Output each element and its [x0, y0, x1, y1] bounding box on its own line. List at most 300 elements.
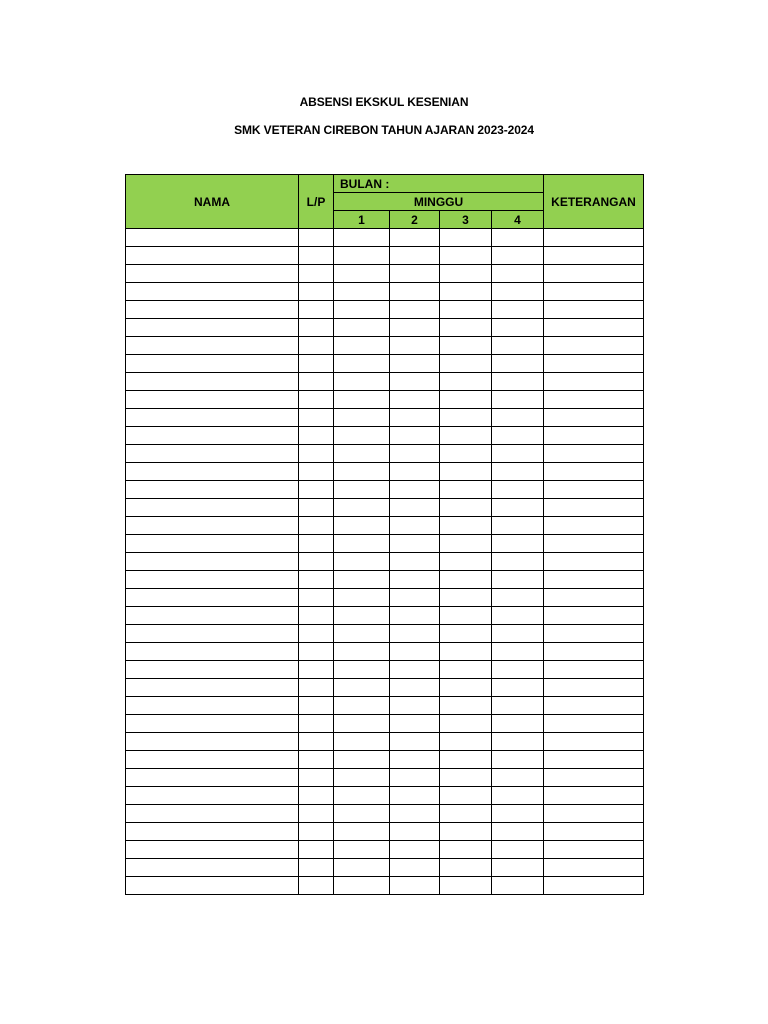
week-2-cell[interactable] — [390, 427, 440, 445]
lp-cell[interactable] — [299, 283, 334, 301]
lp-cell[interactable] — [299, 463, 334, 481]
week-3-cell[interactable] — [440, 373, 492, 391]
week-1-cell[interactable] — [334, 769, 390, 787]
lp-cell[interactable] — [299, 805, 334, 823]
week-4-cell[interactable] — [492, 373, 544, 391]
week-1-cell[interactable] — [334, 265, 390, 283]
table-row — [126, 859, 644, 877]
week-2-cell[interactable] — [390, 805, 440, 823]
week-1-cell[interactable] — [334, 733, 390, 751]
nama-cell[interactable] — [126, 877, 299, 895]
week-1-cell[interactable] — [334, 661, 390, 679]
nama-cell[interactable] — [126, 409, 299, 427]
table-row — [126, 625, 644, 643]
week-3-cell[interactable] — [440, 751, 492, 769]
week-3-cell[interactable] — [440, 877, 492, 895]
week-3-cell[interactable] — [440, 319, 492, 337]
nama-cell[interactable] — [126, 463, 299, 481]
week-1-cell[interactable] — [334, 229, 390, 247]
week-3-cell[interactable] — [440, 355, 492, 373]
week-4-cell[interactable] — [492, 463, 544, 481]
week-1-cell[interactable] — [334, 607, 390, 625]
table-row — [126, 553, 644, 571]
nama-cell[interactable] — [126, 805, 299, 823]
week-2-cell[interactable] — [390, 283, 440, 301]
table-row — [126, 355, 644, 373]
week-4-cell[interactable] — [492, 697, 544, 715]
nama-cell[interactable] — [126, 841, 299, 859]
week-1-cell[interactable] — [334, 373, 390, 391]
week-2-cell[interactable] — [390, 571, 440, 589]
lp-cell[interactable] — [299, 391, 334, 409]
week-4-cell[interactable] — [492, 337, 544, 355]
week-3-cell[interactable] — [440, 625, 492, 643]
week-4-cell[interactable] — [492, 427, 544, 445]
week-3-cell[interactable] — [440, 535, 492, 553]
week-4-cell[interactable] — [492, 841, 544, 859]
keterangan-cell[interactable] — [544, 643, 644, 661]
lp-cell[interactable] — [299, 265, 334, 283]
week-4-cell[interactable] — [492, 787, 544, 805]
week-3-cell[interactable] — [440, 301, 492, 319]
table-row — [126, 841, 644, 859]
week-2-cell[interactable] — [390, 481, 440, 499]
week-1-cell[interactable] — [334, 841, 390, 859]
keterangan-cell[interactable] — [544, 733, 644, 751]
week-1-cell[interactable] — [334, 391, 390, 409]
week-4-cell[interactable] — [492, 247, 544, 265]
nama-cell[interactable] — [126, 229, 299, 247]
week-2-cell[interactable] — [390, 823, 440, 841]
week-1-cell[interactable] — [334, 571, 390, 589]
week-2-cell[interactable] — [390, 409, 440, 427]
nama-cell[interactable] — [126, 427, 299, 445]
week-3-cell[interactable] — [440, 841, 492, 859]
week-4-cell[interactable] — [492, 625, 544, 643]
week-4-cell[interactable] — [492, 607, 544, 625]
week-4-cell[interactable] — [492, 301, 544, 319]
week-4-cell[interactable] — [492, 265, 544, 283]
keterangan-cell[interactable] — [544, 625, 644, 643]
lp-cell[interactable] — [299, 571, 334, 589]
week-4-cell[interactable] — [492, 553, 544, 571]
week-2-cell[interactable] — [390, 751, 440, 769]
lp-cell[interactable] — [299, 751, 334, 769]
nama-cell[interactable] — [126, 283, 299, 301]
table-row — [126, 463, 644, 481]
week-2-cell[interactable] — [390, 391, 440, 409]
nama-cell[interactable] — [126, 625, 299, 643]
nama-cell[interactable] — [126, 661, 299, 679]
week-3-cell[interactable] — [440, 661, 492, 679]
table-row — [126, 499, 644, 517]
week-2-cell[interactable] — [390, 787, 440, 805]
table-row — [126, 823, 644, 841]
week-3-cell[interactable] — [440, 553, 492, 571]
lp-cell[interactable] — [299, 715, 334, 733]
keterangan-cell[interactable] — [544, 661, 644, 679]
table-row — [126, 445, 644, 463]
week-1-cell[interactable] — [334, 337, 390, 355]
week-4-cell[interactable] — [492, 661, 544, 679]
lp-cell[interactable] — [299, 373, 334, 391]
nama-cell[interactable] — [126, 499, 299, 517]
week-2-cell[interactable] — [390, 319, 440, 337]
week-2-cell[interactable] — [390, 643, 440, 661]
keterangan-cell[interactable] — [544, 517, 644, 535]
keterangan-cell[interactable] — [544, 301, 644, 319]
week-3-cell[interactable] — [440, 697, 492, 715]
week-2-cell[interactable] — [390, 463, 440, 481]
week-2-cell[interactable] — [390, 517, 440, 535]
week-2-cell[interactable] — [390, 229, 440, 247]
week-4-cell[interactable] — [492, 481, 544, 499]
week-2-cell[interactable] — [390, 625, 440, 643]
table-row — [126, 607, 644, 625]
week-2-cell[interactable] — [390, 661, 440, 679]
document-title: ABSENSI EKSKUL KESENIAN — [299, 95, 469, 109]
lp-cell[interactable] — [299, 859, 334, 877]
lp-cell[interactable] — [299, 535, 334, 553]
week-4-cell[interactable] — [492, 283, 544, 301]
week-1-cell[interactable] — [334, 463, 390, 481]
lp-cell[interactable] — [299, 427, 334, 445]
week-1-cell[interactable] — [334, 247, 390, 265]
week-2-cell[interactable] — [390, 859, 440, 877]
week-4-cell[interactable] — [492, 733, 544, 751]
week-1-cell[interactable] — [334, 751, 390, 769]
nama-cell[interactable] — [126, 787, 299, 805]
nama-cell[interactable] — [126, 247, 299, 265]
nama-cell[interactable] — [126, 355, 299, 373]
header-week-3: 3 — [440, 211, 492, 229]
week-3-cell[interactable] — [440, 229, 492, 247]
table-row — [126, 643, 644, 661]
nama-cell[interactable] — [126, 607, 299, 625]
nama-cell[interactable] — [126, 751, 299, 769]
week-2-cell[interactable] — [390, 373, 440, 391]
week-2-cell[interactable] — [390, 607, 440, 625]
lp-cell[interactable] — [299, 679, 334, 697]
week-1-cell[interactable] — [334, 805, 390, 823]
week-2-cell[interactable] — [390, 445, 440, 463]
keterangan-cell[interactable] — [544, 391, 644, 409]
header-week-1: 1 — [334, 211, 390, 229]
nama-cell[interactable] — [126, 643, 299, 661]
week-4-cell[interactable] — [492, 805, 544, 823]
lp-cell[interactable] — [299, 625, 334, 643]
lp-cell[interactable] — [299, 877, 334, 895]
table-row — [126, 571, 644, 589]
keterangan-cell[interactable] — [544, 751, 644, 769]
keterangan-cell[interactable] — [544, 247, 644, 265]
week-3-cell[interactable] — [440, 607, 492, 625]
keterangan-cell[interactable] — [544, 589, 644, 607]
week-4-cell[interactable] — [492, 643, 544, 661]
week-2-cell[interactable] — [390, 733, 440, 751]
keterangan-cell[interactable] — [544, 355, 644, 373]
lp-cell[interactable] — [299, 589, 334, 607]
week-1-cell[interactable] — [334, 643, 390, 661]
table-row — [126, 733, 644, 751]
week-3-cell[interactable] — [440, 427, 492, 445]
nama-cell[interactable] — [126, 769, 299, 787]
week-3-cell[interactable] — [440, 265, 492, 283]
nama-cell[interactable] — [126, 337, 299, 355]
table-row — [126, 391, 644, 409]
week-3-cell[interactable] — [440, 769, 492, 787]
week-2-cell[interactable] — [390, 841, 440, 859]
lp-cell[interactable] — [299, 643, 334, 661]
week-3-cell[interactable] — [440, 859, 492, 877]
keterangan-cell[interactable] — [544, 265, 644, 283]
header-minggu: MINGGU — [334, 193, 544, 211]
week-4-cell[interactable] — [492, 715, 544, 733]
week-4-cell[interactable] — [492, 409, 544, 427]
lp-cell[interactable] — [299, 229, 334, 247]
week-4-cell[interactable] — [492, 391, 544, 409]
week-3-cell[interactable] — [440, 787, 492, 805]
week-3-cell[interactable] — [440, 643, 492, 661]
keterangan-cell[interactable] — [544, 571, 644, 589]
week-1-cell[interactable] — [334, 427, 390, 445]
keterangan-cell[interactable] — [544, 319, 644, 337]
keterangan-cell[interactable] — [544, 841, 644, 859]
keterangan-cell[interactable] — [544, 553, 644, 571]
keterangan-cell[interactable] — [544, 877, 644, 895]
table-row — [126, 751, 644, 769]
keterangan-cell[interactable] — [544, 427, 644, 445]
week-3-cell[interactable] — [440, 391, 492, 409]
table-row — [126, 517, 644, 535]
table-row — [126, 787, 644, 805]
lp-cell[interactable] — [299, 517, 334, 535]
nama-cell[interactable] — [126, 319, 299, 337]
lp-cell[interactable] — [299, 769, 334, 787]
week-4-cell[interactable] — [492, 751, 544, 769]
keterangan-cell[interactable] — [544, 463, 644, 481]
keterangan-cell[interactable] — [544, 373, 644, 391]
week-4-cell[interactable] — [492, 679, 544, 697]
keterangan-cell[interactable] — [544, 715, 644, 733]
table-row — [126, 427, 644, 445]
week-3-cell[interactable] — [440, 409, 492, 427]
week-3-cell[interactable] — [440, 733, 492, 751]
lp-cell[interactable] — [299, 301, 334, 319]
week-1-cell[interactable] — [334, 697, 390, 715]
week-4-cell[interactable] — [492, 319, 544, 337]
nama-cell[interactable] — [126, 301, 299, 319]
nama-cell[interactable] — [126, 715, 299, 733]
week-4-cell[interactable] — [492, 769, 544, 787]
table-row — [126, 319, 644, 337]
header-lp: L/P — [299, 175, 334, 229]
week-3-cell[interactable] — [440, 679, 492, 697]
keterangan-cell[interactable] — [544, 337, 644, 355]
table-row — [126, 589, 644, 607]
nama-cell[interactable] — [126, 859, 299, 877]
week-2-cell[interactable] — [390, 337, 440, 355]
nama-cell[interactable] — [126, 733, 299, 751]
table-row — [126, 283, 644, 301]
week-4-cell[interactable] — [492, 499, 544, 517]
week-1-cell[interactable] — [334, 517, 390, 535]
week-1-cell[interactable] — [334, 877, 390, 895]
week-2-cell[interactable] — [390, 715, 440, 733]
table-row — [126, 301, 644, 319]
week-1-cell[interactable] — [334, 283, 390, 301]
lp-cell[interactable] — [299, 319, 334, 337]
week-2-cell[interactable] — [390, 355, 440, 373]
week-3-cell[interactable] — [440, 823, 492, 841]
table-row — [126, 805, 644, 823]
week-2-cell[interactable] — [390, 499, 440, 517]
nama-cell[interactable] — [126, 535, 299, 553]
lp-cell[interactable] — [299, 733, 334, 751]
week-3-cell[interactable] — [440, 481, 492, 499]
lp-cell[interactable] — [299, 607, 334, 625]
week-4-cell[interactable] — [492, 229, 544, 247]
keterangan-cell[interactable] — [544, 679, 644, 697]
week-3-cell[interactable] — [440, 589, 492, 607]
keterangan-cell[interactable] — [544, 697, 644, 715]
week-1-cell[interactable] — [334, 787, 390, 805]
week-2-cell[interactable] — [390, 679, 440, 697]
week-2-cell[interactable] — [390, 697, 440, 715]
lp-cell[interactable] — [299, 697, 334, 715]
lp-cell[interactable] — [299, 499, 334, 517]
week-4-cell[interactable] — [492, 517, 544, 535]
week-4-cell[interactable] — [492, 535, 544, 553]
header-bulan: BULAN : — [334, 175, 544, 193]
week-3-cell[interactable] — [440, 337, 492, 355]
keterangan-cell[interactable] — [544, 769, 644, 787]
lp-cell[interactable] — [299, 481, 334, 499]
attendance-table — [125, 174, 644, 895]
header-keterangan: KETERANGAN — [544, 175, 644, 229]
lp-cell[interactable] — [299, 445, 334, 463]
lp-cell[interactable] — [299, 553, 334, 571]
week-1-cell[interactable] — [334, 823, 390, 841]
week-1-cell[interactable] — [334, 589, 390, 607]
nama-cell[interactable] — [126, 553, 299, 571]
week-2-cell[interactable] — [390, 769, 440, 787]
week-1-cell[interactable] — [334, 553, 390, 571]
week-1-cell[interactable] — [334, 445, 390, 463]
keterangan-cell[interactable] — [544, 283, 644, 301]
nama-cell[interactable] — [126, 391, 299, 409]
table-row — [126, 877, 644, 895]
keterangan-cell[interactable] — [544, 499, 644, 517]
nama-cell[interactable] — [126, 481, 299, 499]
week-3-cell[interactable] — [440, 517, 492, 535]
week-3-cell[interactable] — [440, 445, 492, 463]
nama-cell[interactable] — [126, 679, 299, 697]
document-subtitle: SMK VETERAN CIREBON TAHUN AJARAN 2023-2024 — [234, 123, 534, 137]
table-row — [126, 265, 644, 283]
week-1-cell[interactable] — [334, 301, 390, 319]
lp-cell[interactable] — [299, 355, 334, 373]
keterangan-cell[interactable] — [544, 805, 644, 823]
keterangan-cell[interactable] — [544, 481, 644, 499]
week-2-cell[interactable] — [390, 301, 440, 319]
week-1-cell[interactable] — [334, 625, 390, 643]
header-nama: NAMA — [126, 175, 299, 229]
keterangan-cell[interactable] — [544, 409, 644, 427]
week-2-cell[interactable] — [390, 535, 440, 553]
week-1-cell[interactable] — [334, 859, 390, 877]
week-4-cell[interactable] — [492, 589, 544, 607]
table-row — [126, 715, 644, 733]
lp-cell[interactable] — [299, 787, 334, 805]
nama-cell[interactable] — [126, 823, 299, 841]
table-row — [126, 679, 644, 697]
table-row — [126, 769, 644, 787]
keterangan-cell[interactable] — [544, 607, 644, 625]
nama-cell[interactable] — [126, 445, 299, 463]
nama-cell[interactable] — [126, 265, 299, 283]
week-4-cell[interactable] — [492, 859, 544, 877]
table-row — [126, 697, 644, 715]
week-1-cell[interactable] — [334, 319, 390, 337]
week-3-cell[interactable] — [440, 499, 492, 517]
lp-cell[interactable] — [299, 247, 334, 265]
keterangan-cell[interactable] — [544, 535, 644, 553]
keterangan-cell[interactable] — [544, 823, 644, 841]
nama-cell[interactable] — [126, 517, 299, 535]
week-4-cell[interactable] — [492, 571, 544, 589]
keterangan-cell[interactable] — [544, 859, 644, 877]
week-2-cell[interactable] — [390, 247, 440, 265]
week-4-cell[interactable] — [492, 445, 544, 463]
week-1-cell[interactable] — [334, 355, 390, 373]
nama-cell[interactable] — [126, 571, 299, 589]
header-week-4: 4 — [492, 211, 544, 229]
week-4-cell[interactable] — [492, 355, 544, 373]
keterangan-cell[interactable] — [544, 445, 644, 463]
keterangan-cell[interactable] — [544, 787, 644, 805]
table-row — [126, 535, 644, 553]
week-1-cell[interactable] — [334, 679, 390, 697]
lp-cell[interactable] — [299, 823, 334, 841]
week-1-cell[interactable] — [334, 481, 390, 499]
week-1-cell[interactable] — [334, 715, 390, 733]
week-4-cell[interactable] — [492, 877, 544, 895]
lp-cell[interactable] — [299, 337, 334, 355]
week-3-cell[interactable] — [440, 715, 492, 733]
week-2-cell[interactable] — [390, 589, 440, 607]
week-1-cell[interactable] — [334, 409, 390, 427]
week-2-cell[interactable] — [390, 553, 440, 571]
lp-cell[interactable] — [299, 661, 334, 679]
keterangan-cell[interactable] — [544, 229, 644, 247]
nama-cell[interactable] — [126, 589, 299, 607]
week-2-cell[interactable] — [390, 265, 440, 283]
week-1-cell[interactable] — [334, 499, 390, 517]
week-4-cell[interactable] — [492, 823, 544, 841]
nama-cell[interactable] — [126, 697, 299, 715]
week-3-cell[interactable] — [440, 805, 492, 823]
week-3-cell[interactable] — [440, 571, 492, 589]
week-3-cell[interactable] — [440, 463, 492, 481]
week-2-cell[interactable] — [390, 877, 440, 895]
week-3-cell[interactable] — [440, 283, 492, 301]
week-3-cell[interactable] — [440, 247, 492, 265]
week-1-cell[interactable] — [334, 535, 390, 553]
nama-cell[interactable] — [126, 373, 299, 391]
lp-cell[interactable] — [299, 841, 334, 859]
lp-cell[interactable] — [299, 409, 334, 427]
